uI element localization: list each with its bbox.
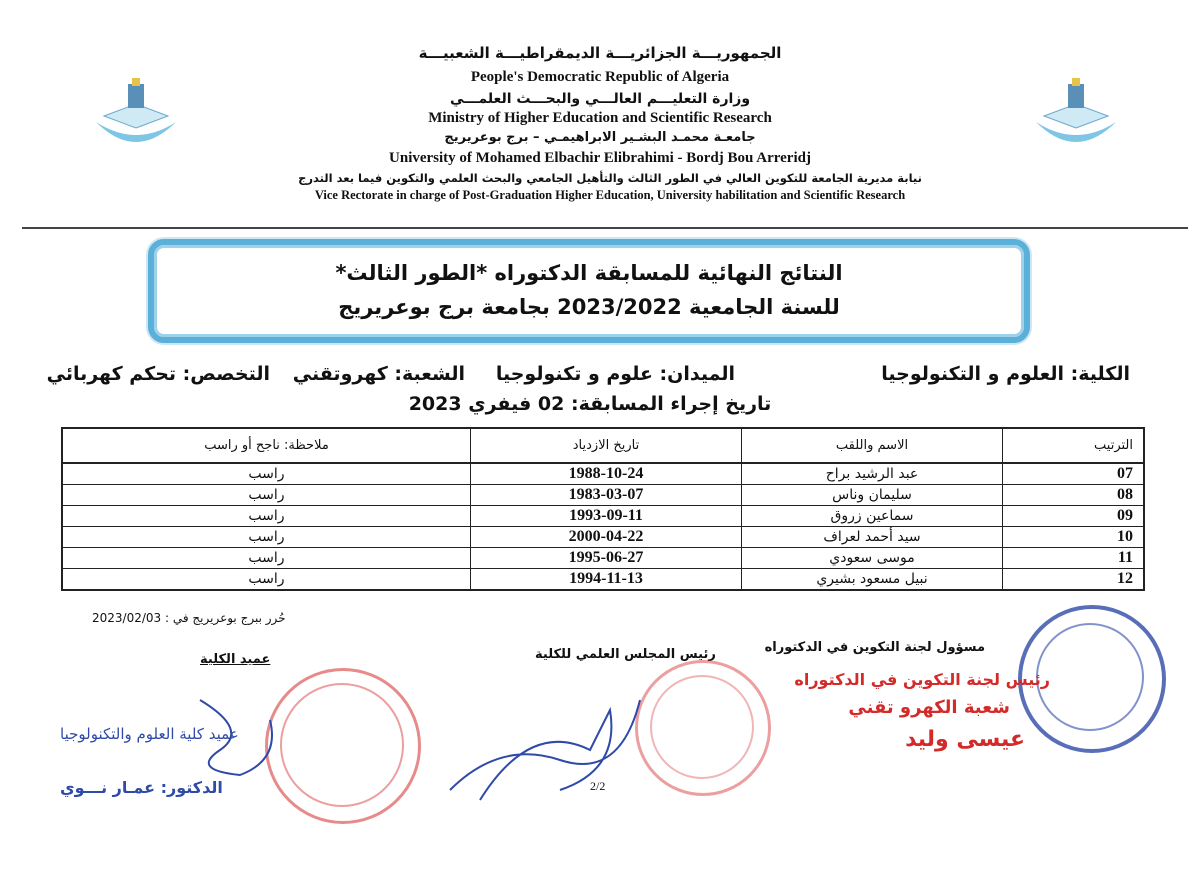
table-row [62, 548, 1144, 569]
committee-stamp-line-2: شعبة الكهرو تقني [848, 697, 1010, 718]
cell-dob: 2000-04-22 [471, 527, 742, 548]
university-logo-right [1030, 70, 1122, 162]
university-logo-left [90, 70, 182, 162]
issued-place-date: حُرر ببرج بوعريريج في : 2023/02/03 [92, 611, 286, 625]
cell-name: سماعين زروق [742, 506, 1003, 527]
council-signature-scribble [440, 680, 670, 810]
cell-note: راسب [62, 463, 471, 485]
cell-dob: 1988-10-24 [471, 463, 742, 485]
header-country-ar: الجمهوريـــة الجزائريـــة الديمقراطيـــة الشعبيـــة [418, 44, 782, 62]
cell-name: سيد أحمد لعراف [742, 527, 1003, 548]
cell-rank: 10 [1003, 527, 1145, 548]
header-rank: الترتيب [1003, 428, 1145, 463]
meta-exam-date: تاريخ إجراء المسابقة: 02 فيفري 2023 [408, 393, 772, 415]
cell-dob: 1995-06-27 [471, 548, 742, 569]
signature-title-committee: مسؤول لجنة التكوين في الدكتوراه [764, 640, 985, 655]
dean-stamp-line-2: الدكتور: عمـار نـــوي [60, 778, 223, 797]
table-row [62, 569, 1144, 591]
cell-rank: 08 [1003, 485, 1145, 506]
title-frame [148, 239, 1030, 343]
cell-note: راسب [62, 506, 471, 527]
cell-name: سليمان وناس [742, 485, 1003, 506]
cell-rank: 07 [1003, 463, 1145, 485]
dean-stamp-line-1: عميد كلية العلوم والتكنولوجيا [60, 725, 239, 743]
cell-note: راسب [62, 548, 471, 569]
cell-name: موسى سعودي [742, 548, 1003, 569]
table-header-row [62, 428, 1144, 463]
header-country-en: People's Democratic Republic of Algeria [470, 69, 730, 85]
table-row [62, 506, 1144, 527]
title-line-2: للسنة الجامعية 2023/2022 بجامعة برج بوعريريج [338, 295, 840, 319]
table-row [62, 527, 1144, 548]
header-vice-rectorate-en: Vice Rectorate in charge of Post-Graduation Higher Education, University habilitation and Scientific Research [314, 188, 906, 202]
header-vice-rectorate-ar: نيابة مديرية الجامعة للتكوين العالي في الطور الثالث والتأهيل الجامعي والبحث العلمي والتكوين فيما بعد التدرج [298, 171, 922, 185]
cell-name: عبد الرشيد براح [742, 463, 1003, 485]
meta-field: الميدان: علوم و تكنولوجيا [495, 363, 735, 385]
committee-stamp-line-1: رئيس لجنة التكوين في الدكتوراه [794, 670, 1050, 689]
table-row [62, 485, 1144, 506]
cell-rank: 12 [1003, 569, 1145, 591]
header-name: الاسم واللقب [742, 428, 1003, 463]
signature-title-council: رئيس المجلس العلمي للكلية [535, 647, 716, 662]
page-number: 2/2 [590, 779, 606, 793]
committee-stamp-inner-ring [1036, 623, 1144, 731]
cell-name: نبيل مسعود بشيري [742, 569, 1003, 591]
header-university-ar: جامعـة محمـد البشـير الابراهيمـي – برج بوعريريج [444, 130, 756, 145]
cell-dob: 1983-03-07 [471, 485, 742, 506]
table-row [62, 463, 1144, 485]
header-note: ملاحظة: ناجح أو راسب [62, 428, 471, 463]
header-university-en: University of Mohamed Elbachir Elibrahimi - Bordj Bou Arreridj [389, 150, 811, 166]
meta-faculty: الكلية: العلوم و التكنولوجيا [881, 363, 1130, 385]
cell-rank: 11 [1003, 548, 1145, 569]
committee-stamp-line-3: عيسى وليد [905, 727, 1025, 752]
meta-specialty: التخصص: تحكم كهربائي [46, 363, 270, 385]
signature-title-dean: عميد الكلية [200, 652, 271, 667]
cell-note: راسب [62, 569, 471, 591]
header-ministry-en: Ministry of Higher Education and Scientific Research [428, 110, 772, 126]
header-dob: تاريخ الازدياد [471, 428, 742, 463]
header-ministry-ar: وزارة التعليـــم العالـــي والبحـــث العلمـــي [449, 91, 751, 107]
cell-note: راسب [62, 527, 471, 548]
header-divider [22, 227, 1188, 229]
cell-dob: 1993-09-11 [471, 506, 742, 527]
cell-rank: 09 [1003, 506, 1145, 527]
title-line-1: النتائج النهائية للمسابقة الدكتوراه *الطور الثالث* [335, 261, 843, 285]
meta-branch: الشعبة: كهروتقني [292, 363, 465, 385]
cell-note: راسب [62, 485, 471, 506]
results-table [61, 427, 1145, 591]
cell-dob: 1994-11-13 [471, 569, 742, 591]
